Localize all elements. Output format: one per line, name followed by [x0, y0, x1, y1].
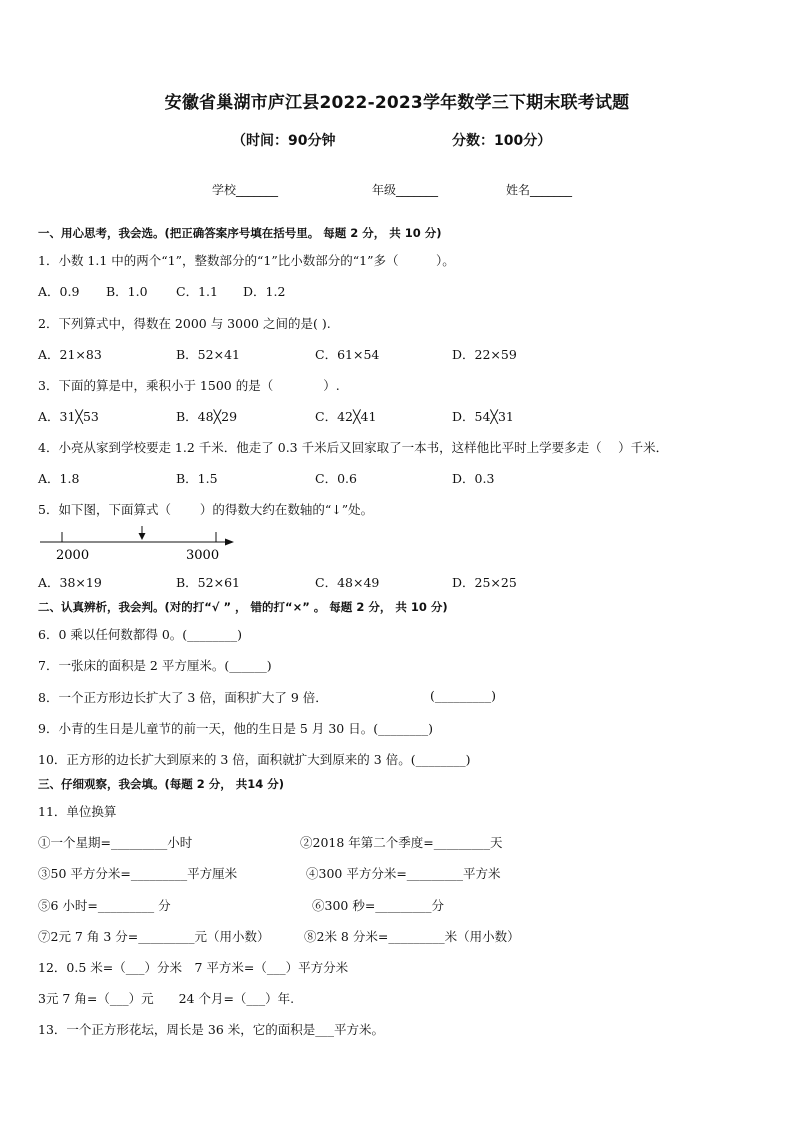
q5-option-a: A．38×19: [38, 575, 102, 590]
q11-item-5: ⑤6 小时=_________ 分: [38, 898, 171, 913]
label-2000: 2000: [56, 548, 90, 563]
section3-header: 三、仔细观察，我会填。(每题 2 分， 共14 分): [38, 777, 285, 791]
question-13: 13．一个正方形花坛，周长是 36 米，它的面积是___平方米。: [38, 1022, 385, 1037]
question-8-blank: (_________): [430, 688, 497, 703]
question-11: 11．单位换算: [38, 804, 117, 819]
exam-score: 分数：100分）: [452, 133, 552, 149]
q1-option-d: D．1.2: [243, 284, 286, 299]
q5-option-b: B．52×61: [176, 575, 240, 590]
section1-header: 一、用心思考，我会选。(把正确答案序号填在括号里。 每题 2 分， 共 10 分): [38, 226, 442, 240]
question-12-line2: 3元 7 角=（___）元 24 个月=（___）年.: [38, 991, 295, 1006]
q5-option-c: C．48×49: [315, 575, 380, 590]
question-2: 2．下列算式中，得数在 2000 与 3000 之间的是( ).: [38, 316, 331, 331]
question-8: 8．一个正方形边长扩大了 3 倍，面积扩大了 9 倍．: [38, 690, 328, 705]
q11-item-3: ③50 平方分米=_________平方厘米: [38, 866, 238, 881]
question-6: 6．0 乘以任何数都得 0。(________): [38, 627, 243, 642]
grade-field: 年级_______: [372, 183, 439, 197]
name-field: 姓名_______: [506, 183, 573, 197]
question-10: 10．正方形的边长扩大到原来的 3 倍，面积就扩大到原来的 3 倍。(________): [38, 752, 471, 767]
question-4: 4．小亮从家到学校要走 1.2 千米．他走了 0.3 千米后又回家取了一本书，这样他比平时上学要多走（ ）千米．: [38, 440, 669, 455]
q11-item-6: ⑥300 秒=_________分: [312, 898, 445, 913]
q2-option-a: A．21×83: [38, 347, 102, 362]
q3-option-b: B．48╳29: [176, 409, 238, 424]
number-line-arrowhead: [225, 539, 234, 546]
q2-option-c: C．61×54: [315, 347, 380, 362]
q1-option-c: C．1.1: [176, 284, 218, 299]
exam-time: （时间：90分钟: [232, 133, 336, 149]
q11-item-1: ①一个星期=_________小时: [38, 835, 193, 850]
q5-option-d: D．25×25: [452, 575, 517, 590]
q3-option-a: A．31╳53: [38, 409, 99, 424]
q1-option-a: A．0.9: [38, 284, 80, 299]
q11-item-2: ②2018 年第二个季度=_________天: [300, 835, 503, 850]
question-5: 5．如下图，下面算式（ ）的得数大约在数轴的“↓”处。: [38, 502, 374, 517]
section2-header: 二、认真辨析，我会判。(对的打“√ ” ， 错的打“×” 。 每题 2 分， 共 10 分): [38, 600, 448, 614]
q2-option-b: B．52×41: [176, 347, 240, 362]
question-3: 3．下面的算是中，乘积小于 1500 的是（ ）.: [38, 378, 340, 393]
q2-option-d: D．22×59: [452, 347, 517, 362]
question-1: 1．小数 1.1 中的两个“1”，整数部分的“1”比小数部分的“1”多（ ）。: [38, 253, 455, 268]
q3-option-c: C．42╳41: [315, 409, 377, 424]
q4-option-a: A．1.8: [38, 471, 80, 486]
q4-option-c: C．0.6: [315, 471, 357, 486]
down-arrow-icon: [139, 533, 146, 540]
school-field: 学校_______: [212, 183, 279, 197]
question-12-line1: 12．0.5 米=（___）分米 7 平方米=（___）平方分米: [38, 960, 349, 975]
page-title: 安徽省巢湖市庐江县2022-2023学年数学三下期末联考试题: [164, 93, 630, 113]
q3-option-d: D．54╳31: [452, 409, 514, 424]
q11-item-7: ⑦2元 7 角 3 分=_________元（用小数）: [38, 929, 270, 944]
q11-item-4: ④300 平方分米=_________平方米: [306, 866, 501, 881]
label-3000: 3000: [186, 548, 220, 563]
q4-option-d: D．0.3: [452, 471, 495, 486]
q4-option-b: B．1.5: [176, 471, 218, 486]
number-line: [38, 526, 238, 566]
question-9: 9．小青的生日是儿童节的前一天，他的生日是 5 月 30 日。(________): [38, 721, 433, 736]
question-7: 7．一张床的面积是 2 平方厘米。(______): [38, 658, 272, 673]
q11-item-8: ⑧2米 8 分米=_________米（用小数）: [304, 929, 520, 944]
q1-option-b: B．1.0: [106, 284, 148, 299]
